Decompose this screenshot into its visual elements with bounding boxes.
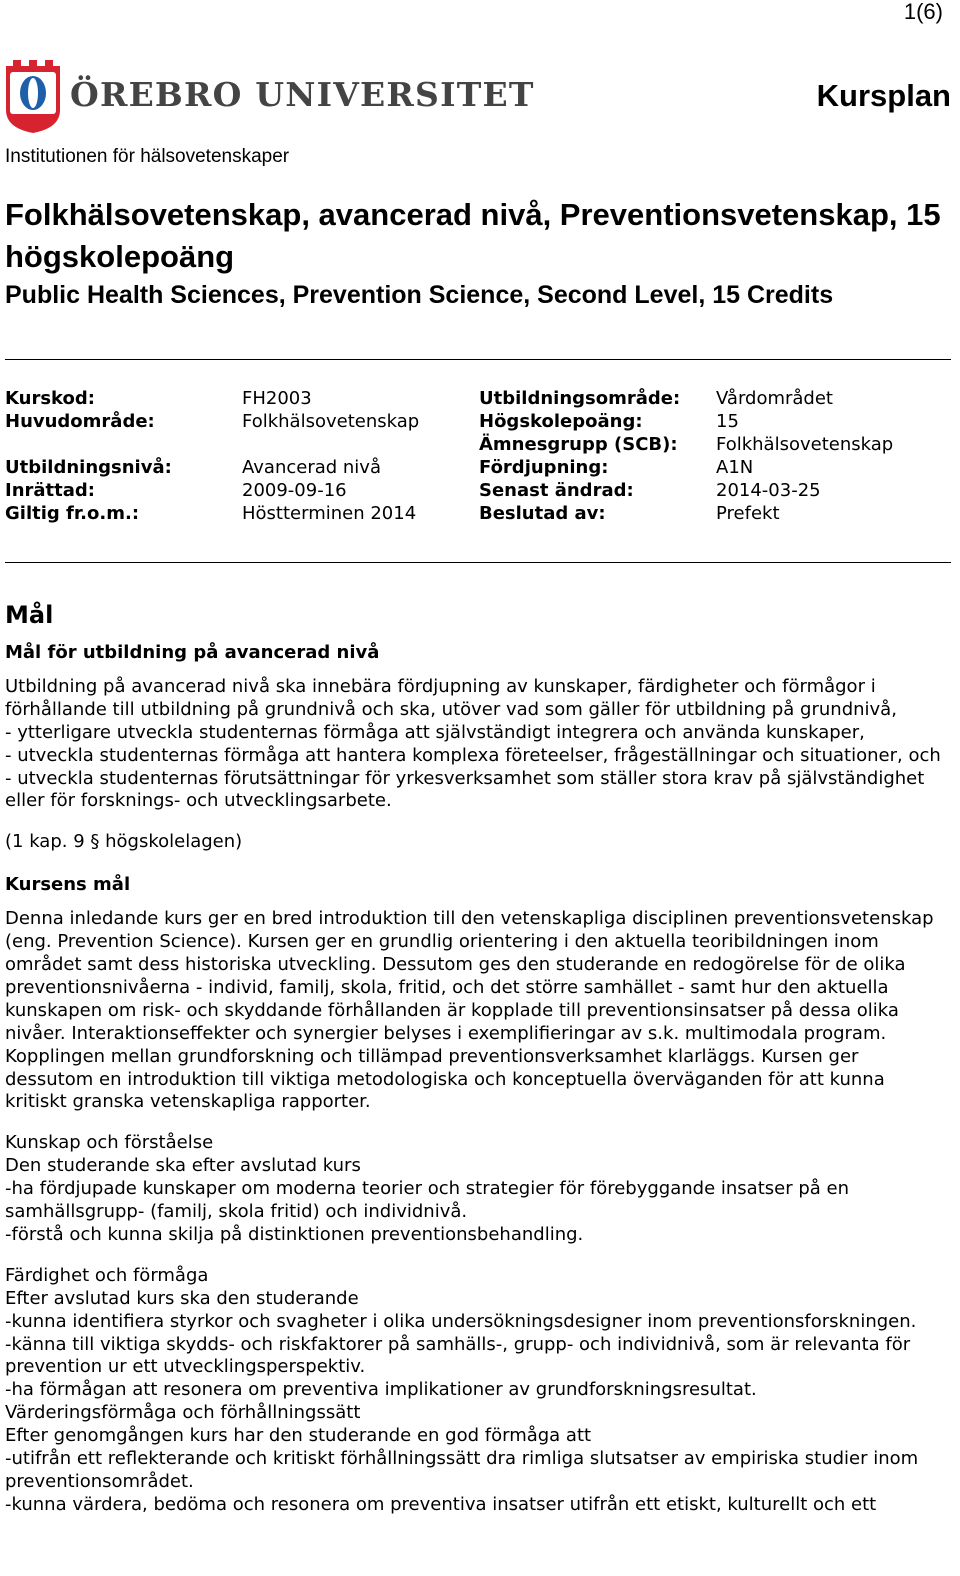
meta-value: A1N <box>716 457 754 478</box>
meta-value <box>242 433 479 456</box>
meta-row <box>5 387 955 410</box>
course-title-english: Public Health Sciences, Prevention Science, Second Level, 15 Credits <box>5 281 834 309</box>
page-number: 1(6) <box>903 0 943 24</box>
meta-value: Folkhälsovetenskap <box>242 411 420 432</box>
meta-row <box>5 456 955 479</box>
meta-value: 2009-09-16 <box>242 480 347 501</box>
meta-label: Huvudområde: <box>5 411 155 432</box>
meta-value: 2014-03-25 <box>716 480 821 501</box>
meta-label: Fördjupning: <box>479 457 609 478</box>
meta-value: FH2003 <box>242 388 312 409</box>
department: Institutionen för hälsovetenskaper <box>5 146 290 167</box>
meta-value: Prefekt <box>716 503 780 524</box>
skills-goals-text: Färdighet och förmåga Efter avslutad kurs ska den studerande -kunna identifiera styrkor och svagheter i olika undersökningsdesigner inom preventionsforskningen. -känna till viktiga skydds- och riskfaktorer på samhälls-, grupp- och individnivå, som är relevanta för prevention ur ett utvecklingsperspektiv. -ha förmågan att resonera om preventiva implikationer av grundforskningsresultat. Värderingsförmåga och förhållningssätt Efter genomgången kurs har den studerande en god förmåga att -utifrån ett reflekterande och kritiskt förhållningssätt dra rimliga slutsatser av empiriska studier inom preventionsområdet. -kunna värdera, bedöma och resonera om preventiva insatser utifrån ett etiskt, kulturellt och ett <box>5 1264 919 1515</box>
university-crest-icon <box>4 58 62 134</box>
divider <box>5 359 951 360</box>
meta-row <box>5 502 955 525</box>
meta-label: Senast ändrad: <box>479 480 634 501</box>
knowledge-goals-text: Kunskap och förståelse Den studerande ska efter avslutad kurs -ha fördjupade kunskaper om moderna teorier och strategier för förebyggande insatser på en samhällsgrupp- (familj, skola fritid) och individnivå. -förstå och kunna skilja på distinktionen preventionsbehandling. <box>5 1132 849 1245</box>
meta-value: Avancerad nivå <box>242 457 381 478</box>
university-name: ÖREBRO UNIVERSITET <box>70 74 535 114</box>
subheading-advanced-goals: Mål för utbildning på avancerad nivå <box>5 642 380 663</box>
meta-value: Vårdområdet <box>716 388 833 409</box>
course-title-swedish: Folkhälsovetenskap, avancerad nivå, Preventionsvetenskap, 15 högskolepoäng <box>5 197 941 274</box>
meta-value: Höstterminen 2014 <box>242 503 417 524</box>
meta-label: Ämnesgrupp (SCB): <box>479 434 678 455</box>
meta-label <box>5 433 242 456</box>
meta-label: Inrättad: <box>5 480 95 501</box>
meta-label: Beslutad av: <box>479 503 606 524</box>
meta-label: Utbildningsnivå: <box>5 457 172 478</box>
meta-value: 15 <box>716 411 739 432</box>
meta-row <box>5 479 955 502</box>
meta-label: Giltig fr.o.m.: <box>5 503 140 524</box>
section-heading-goals: Mål <box>5 601 54 629</box>
subheading-course-goals: Kursens mål <box>5 874 131 896</box>
course-content <box>5 600 950 1517</box>
meta-row <box>5 433 955 456</box>
goals-reference: (1 kap. 9 § högskolelagen) <box>5 831 243 853</box>
meta-label: Utbildningsområde: <box>479 388 681 409</box>
meta-label: Kurskod: <box>5 388 95 409</box>
university-logo <box>4 58 535 134</box>
meta-label: Högskolepoäng: <box>479 411 643 432</box>
meta-row <box>5 410 955 433</box>
divider <box>5 562 951 563</box>
course-metadata <box>5 387 955 525</box>
course-goals-text: Denna inledande kurs ger en bred introduktion till den vetenskapliga disciplinen preventionsvetenskap (eng. Prevention Science). Kursen ger en grundlig orientering i den aktuella teoribildningen inom området samt dess historiska utveckling. Dessutom ges den studerande en redogörelse för de olika preventionsnivåerna - individ, familj, skola, fritid, och det större samhället - samt hur den aktuella kunskapen om risk- och skyddande förhållanden är kopplade till preventionsinsatser på dessa olika nivåer. Interaktionseffekter och synergier belyses i exemplifieringar av s.k. multimodala program. Kopplingen mellan grundforskning och tillämpad preventionsverksamhet klarläggs. Kursen ger dessutom en introduktion till viktiga metodologiska och konceptuella överväganden för att kunna kritiskt granska vetenskapliga rapporter. <box>5 908 934 1113</box>
meta-value: Folkhälsovetenskap <box>716 434 894 455</box>
advanced-goals-text: Utbildning på avancerad nivå ska innebära fördjupning av kunskaper, färdigheter och förmågor i förhållande till utbildning på grundnivå och ska, utöver vad som gäller för utbildning på grundnivå, - ytterligare utveckla studenternas förmåga att självständigt integrera och använda kunskaper, - utveckla studenternas förmåga att hantera komplexa företeelser, frågeställningar och situationer, och - utveckla studenternas förutsättningar för yrkesverksamhet som ställer stora krav på självständighet eller för forsknings- och utvecklingsarbete. <box>5 675 941 812</box>
document-type: Kursplan <box>816 78 951 113</box>
